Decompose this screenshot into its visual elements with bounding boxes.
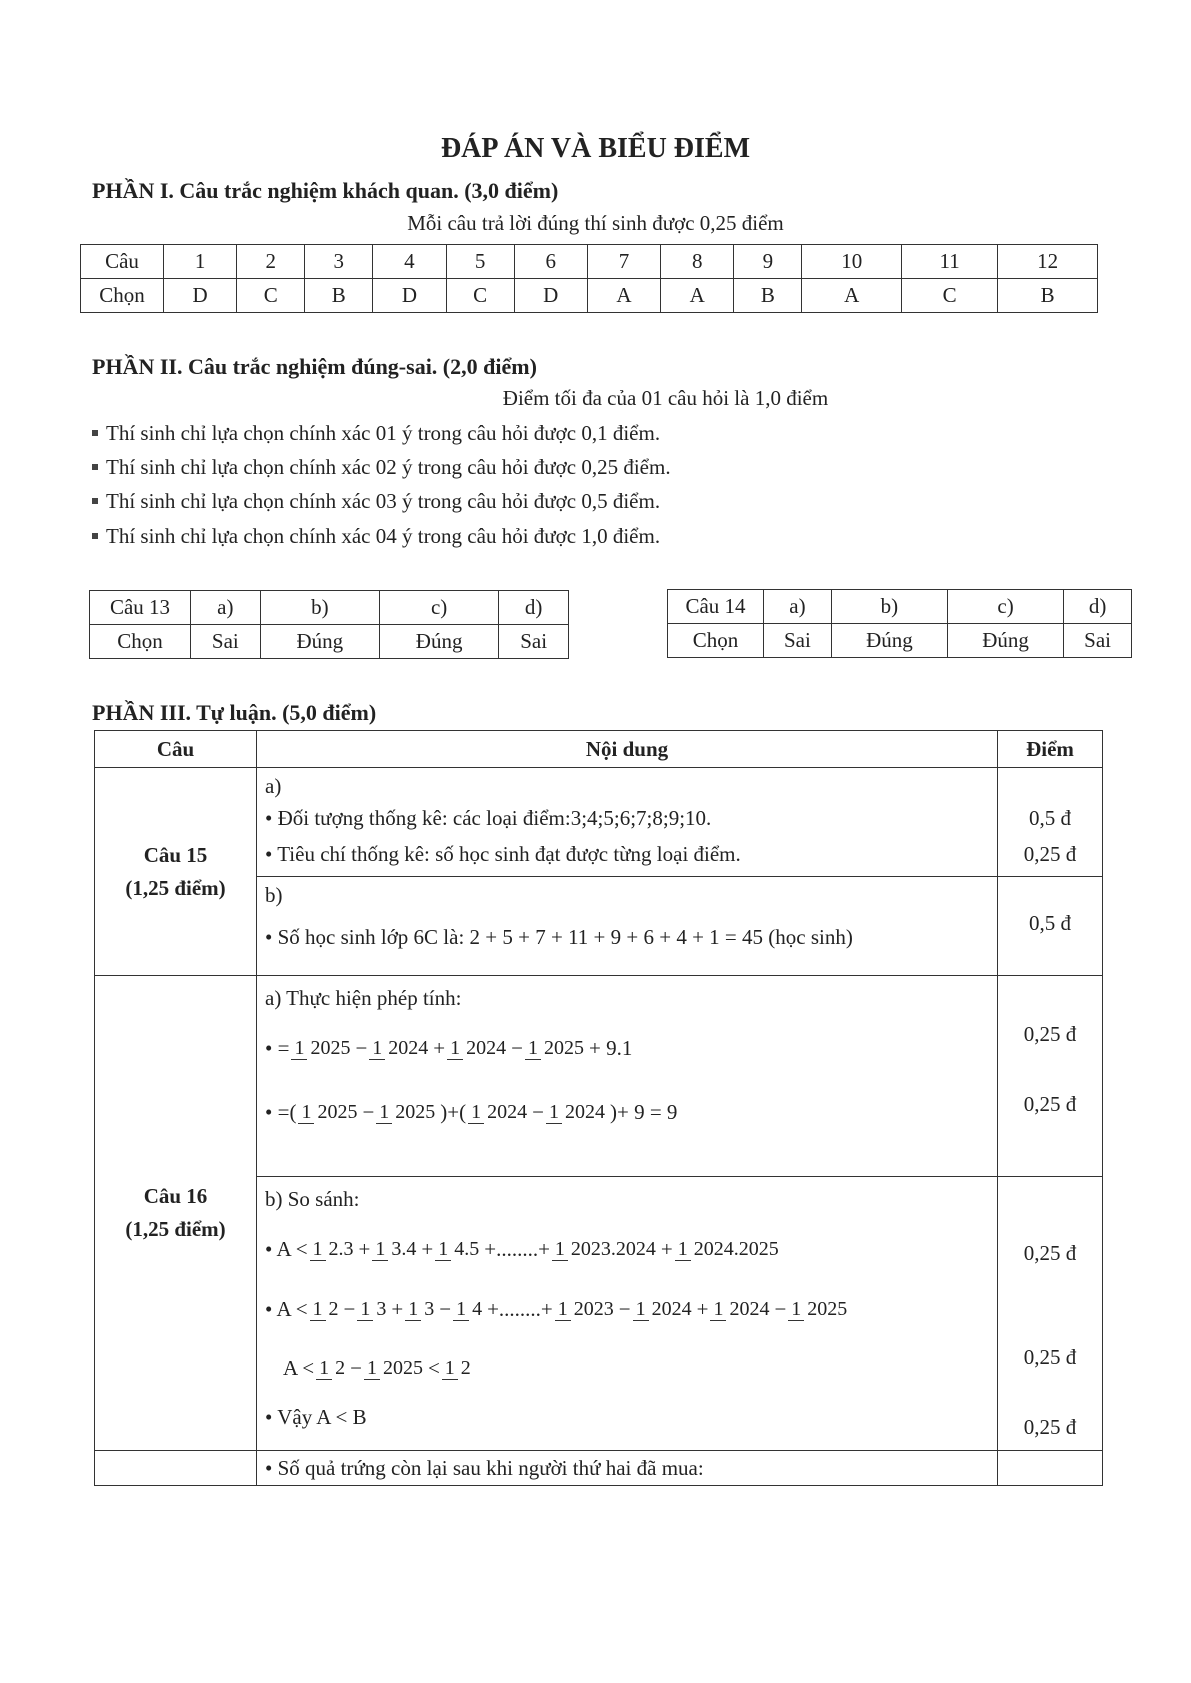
column-header-question: Câu [95, 731, 257, 768]
score-value: 0,5 đ [1029, 911, 1071, 935]
denominator: 2.3 [328, 1237, 354, 1260]
answer-cell: Đúng [947, 624, 1063, 658]
score-value: 0,25 đ [1023, 1241, 1077, 1265]
answer-cell: B [305, 279, 373, 313]
fraction [788, 1298, 850, 1321]
table-row [668, 590, 1132, 624]
answer-cell: D [514, 279, 587, 313]
question-number: 9 [734, 245, 802, 279]
list-item [92, 455, 671, 480]
option-header: a) [764, 590, 832, 624]
content-cell [257, 877, 998, 976]
content-line: • Đối tượng thống kê: các loại điểm:3;4;5;6;7;8;9;10. [265, 806, 712, 830]
numerator: 1 [525, 1037, 541, 1060]
fraction [310, 1298, 342, 1321]
fraction [298, 1101, 360, 1124]
table-row [81, 279, 1098, 313]
math-symbol: − [511, 1035, 523, 1060]
answer-cell: Đúng [260, 625, 379, 659]
row-label: Chọn [81, 279, 164, 313]
part2-note: Điểm tối đa của 01 câu hỏi là 1,0 điểm [502, 386, 829, 410]
row-label: Câu [81, 245, 164, 279]
answer-cell: Đúng [831, 624, 947, 658]
list-item [92, 524, 660, 549]
answer-cell: B [998, 279, 1098, 313]
question-points: (1,25 điểm) [125, 1217, 226, 1241]
answer-cell: A [587, 279, 660, 313]
denominator: 2 [460, 1356, 471, 1379]
part3-essay-table [94, 730, 1103, 1486]
math-symbol: ( [459, 1099, 467, 1124]
denominator: 2024 [388, 1036, 429, 1059]
numerator: 1 [372, 1238, 388, 1261]
question-label: Câu 15 [143, 842, 208, 867]
numerator: 1 [675, 1238, 691, 1261]
question-16-cell [95, 976, 257, 1451]
fraction [372, 1238, 419, 1261]
part-label: a) Thực hiện phép tính: [265, 986, 462, 1010]
page-title: ĐÁP ÁN VÀ BIỂU ĐIỂM [440, 133, 751, 164]
math-symbol: • = [265, 1035, 290, 1060]
math-symbol: • A < [265, 1236, 308, 1261]
fraction [555, 1298, 617, 1321]
numerator: 1 [546, 1101, 562, 1124]
math-symbol: ) [609, 1099, 617, 1124]
fraction [633, 1298, 695, 1321]
math-line [265, 1016, 989, 1080]
numerator: 1 [405, 1298, 421, 1321]
denominator: 2025 [395, 1100, 436, 1123]
denominator: 2025 [310, 1036, 351, 1059]
math-symbol: − [350, 1355, 362, 1380]
list-item-text: Thí sinh chỉ lựa chọn chính xác 03 ý trong câu hỏi được 0,5 điểm. [106, 489, 661, 513]
option-header: b) [260, 591, 379, 625]
math-symbol: + [447, 1099, 460, 1124]
question-number: 1 [164, 245, 237, 279]
math-symbol: ( [289, 1099, 297, 1124]
part-label: b) So sánh: [265, 1187, 360, 1211]
bullet-icon [92, 533, 98, 539]
score-value: 0,25 đ [1023, 842, 1077, 866]
question-14-table [667, 589, 1132, 658]
fraction [291, 1037, 353, 1060]
list-item-text: Thí sinh chỉ lựa chọn chính xác 02 ý trong câu hỏi được 0,25 điểm. [106, 455, 671, 479]
math-symbol: A < [283, 1355, 315, 1380]
option-header: c) [379, 591, 498, 625]
content-line: • Số quả trứng còn lại sau khi người thứ hai đã mua: [265, 1456, 704, 1480]
math-line [265, 1281, 989, 1337]
fraction [468, 1101, 530, 1124]
denominator: 2 [328, 1297, 339, 1320]
denominator: 2024 [564, 1100, 605, 1123]
denominator: 2024 [466, 1036, 507, 1059]
content-line: • Số học sinh lớp 6C là: 2 + 5 + 7 + 11 + 9 + 6 + 4 + 1 = 45 (học sinh) [265, 925, 853, 949]
bullet-icon [92, 498, 98, 504]
math-line [265, 1080, 989, 1144]
table-row [81, 245, 1098, 279]
denominator: 2024 [651, 1297, 692, 1320]
table-row [95, 768, 1103, 877]
math-symbol: + [391, 1296, 404, 1321]
column-header-content: Nội dung [257, 731, 998, 768]
math-symbol: − [355, 1035, 368, 1060]
math-symbol: +........+ [487, 1296, 553, 1321]
score-cell [998, 1451, 1103, 1486]
denominator: 2023 [573, 1297, 614, 1320]
fraction [435, 1238, 482, 1261]
table-row [90, 591, 569, 625]
math-symbol: − [439, 1296, 452, 1321]
denominator: 2024 [487, 1100, 528, 1123]
answer-cell: Sai [1064, 624, 1132, 658]
part1-heading: PHẦN I. Câu trắc nghiệm khách quan. (3,0 điểm) [92, 178, 559, 203]
math-symbol: − [618, 1296, 631, 1321]
question-label: Câu 14 [668, 590, 764, 624]
math-line [265, 1217, 989, 1281]
table-row [668, 624, 1132, 658]
numerator: 1 [310, 1238, 326, 1261]
answer-cell: D [164, 279, 237, 313]
answer-cell: Sai [191, 625, 261, 659]
question-13-table [89, 590, 569, 659]
score-cell [998, 1177, 1103, 1451]
numerator: 1 [364, 1357, 380, 1380]
denominator: 2024.2025 [693, 1237, 779, 1260]
math-symbol: • = [265, 1099, 290, 1124]
answer-cell: C [446, 279, 514, 313]
denominator: 2024 [729, 1297, 770, 1320]
part3-heading: PHẦN III. Tự luận. (5,0 điểm) [92, 700, 377, 725]
part-label: b) [265, 883, 283, 907]
answer-cell: Sai [764, 624, 832, 658]
math-symbol: + [696, 1296, 709, 1321]
denominator: 3.4 [391, 1237, 417, 1260]
part-label: a) [265, 774, 282, 798]
fraction [369, 1037, 431, 1060]
option-header: d) [499, 591, 569, 625]
numerator: 1 [552, 1238, 568, 1261]
content-line: • Tiêu chí thống kê: số học sinh đạt được từng loại điểm. [265, 842, 741, 866]
score-cell [998, 877, 1103, 976]
list-item-text: Thí sinh chỉ lựa chọn chính xác 04 ý trong câu hỏi được 1,0 điểm. [106, 524, 661, 548]
fraction [710, 1298, 772, 1321]
fraction [310, 1238, 357, 1261]
list-item [92, 489, 660, 514]
numerator: 1 [376, 1101, 392, 1124]
numerator: 1 [357, 1298, 373, 1321]
numerator: 1 [310, 1298, 326, 1321]
fraction [376, 1101, 438, 1124]
part1-note: Mỗi câu trả lời đúng thí sinh được 0,25 điểm [407, 211, 784, 235]
fraction [675, 1238, 782, 1261]
score-cell [998, 768, 1103, 877]
question-15-cell [95, 768, 257, 976]
fraction [546, 1101, 608, 1124]
math-symbol: + [433, 1035, 446, 1060]
denominator: 2025 [543, 1036, 584, 1059]
question-number: 8 [661, 245, 734, 279]
math-symbol: + 9 = 9 [616, 1099, 678, 1124]
numerator: 1 [710, 1298, 726, 1321]
column-header-score: Điểm [998, 731, 1103, 768]
option-header: c) [947, 590, 1063, 624]
numerator: 1 [442, 1357, 458, 1380]
question-number: 3 [305, 245, 373, 279]
answer-cell: Sai [499, 625, 569, 659]
denominator: 2023.2024 [570, 1237, 656, 1260]
math-symbol: ) [440, 1099, 448, 1124]
question-number: 5 [446, 245, 514, 279]
content-cell [257, 1177, 998, 1451]
content-cell [257, 1451, 998, 1486]
numerator: 1 [298, 1101, 314, 1124]
math-symbol: + [358, 1236, 371, 1261]
score-value: 0,5 đ [1029, 806, 1071, 830]
math-symbol: − [774, 1296, 787, 1321]
question-number: 2 [237, 245, 305, 279]
answer-cell: Đúng [379, 625, 498, 659]
fraction [316, 1357, 348, 1380]
numerator: 1 [633, 1298, 649, 1321]
question-number: 6 [514, 245, 587, 279]
table-header-row [95, 731, 1103, 768]
row-label: Chọn [90, 625, 191, 659]
math-symbol: − [343, 1296, 356, 1321]
question-number: 12 [998, 245, 1098, 279]
math-symbol: − [532, 1099, 544, 1124]
denominator: 2025 [382, 1356, 423, 1379]
fraction [364, 1357, 426, 1380]
option-header: d) [1064, 590, 1132, 624]
fraction [552, 1238, 659, 1261]
fraction [525, 1037, 587, 1060]
math-symbol: +........+ [484, 1236, 550, 1261]
list-item [92, 421, 660, 446]
answer-cell: A [661, 279, 734, 313]
part2-heading: PHẦN II. Câu trắc nghiệm đúng-sai. (2,0 điểm) [92, 354, 537, 379]
fraction [447, 1037, 509, 1060]
math-line [265, 1337, 989, 1399]
question-number: 11 [902, 245, 998, 279]
question-number: 7 [587, 245, 660, 279]
score-value: 0,25 đ [1023, 1415, 1077, 1439]
fraction [453, 1298, 485, 1321]
denominator: 2025 [807, 1297, 848, 1320]
denominator: 3 [424, 1297, 435, 1320]
answer-cell: C [237, 279, 305, 313]
fraction [405, 1298, 437, 1321]
answer-cell: A [802, 279, 902, 313]
numerator: 1 [447, 1037, 463, 1060]
content-line: • Vậy A < B [265, 1405, 367, 1429]
row-label: Chọn [668, 624, 764, 658]
denominator: 4 [472, 1297, 483, 1320]
table-row [95, 976, 1103, 1177]
option-header: b) [831, 590, 947, 624]
content-cell [257, 976, 998, 1177]
content-cell [257, 768, 998, 877]
table-row [90, 625, 569, 659]
option-header: a) [191, 591, 261, 625]
denominator: 4.5 [454, 1237, 480, 1260]
numerator: 1 [453, 1298, 469, 1321]
denominator: 2025 [317, 1100, 358, 1123]
numerator: 1 [369, 1037, 385, 1060]
math-symbol: + 9.1 [588, 1035, 633, 1060]
math-symbol: < [427, 1355, 440, 1380]
numerator: 1 [435, 1238, 451, 1261]
score-value: 0,25 đ [1023, 1022, 1077, 1046]
table-row [95, 1451, 1103, 1486]
math-symbol: − [362, 1099, 375, 1124]
score-value: 0,25 đ [1023, 1092, 1077, 1116]
denominator: 2 [335, 1356, 346, 1379]
answer-cell: B [734, 279, 802, 313]
answer-cell: C [902, 279, 998, 313]
part1-answer-table [80, 244, 1098, 313]
question-label: Câu 13 [90, 591, 191, 625]
numerator: 1 [316, 1357, 332, 1380]
denominator: 3 [376, 1297, 387, 1320]
score-cell [998, 976, 1103, 1177]
math-symbol: + [660, 1236, 673, 1261]
math-symbol: • A < [265, 1296, 308, 1321]
answer-cell: D [373, 279, 446, 313]
question-label: Câu 16 [143, 1184, 208, 1208]
question-points: (1,25 điểm) [125, 875, 226, 900]
question-cell [95, 1451, 257, 1486]
bullet-icon [92, 464, 98, 470]
numerator: 1 [555, 1298, 571, 1321]
question-number: 10 [802, 245, 902, 279]
question-number: 4 [373, 245, 446, 279]
numerator: 1 [788, 1298, 804, 1321]
fraction [442, 1357, 474, 1380]
numerator: 1 [468, 1101, 484, 1124]
math-symbol: + [421, 1236, 434, 1261]
fraction [357, 1298, 389, 1321]
list-item-text: Thí sinh chỉ lựa chọn chính xác 01 ý trong câu hỏi được 0,1 điểm. [106, 421, 661, 445]
numerator: 1 [291, 1037, 307, 1060]
bullet-icon [92, 430, 98, 436]
score-value: 0,25 đ [1023, 1345, 1077, 1369]
